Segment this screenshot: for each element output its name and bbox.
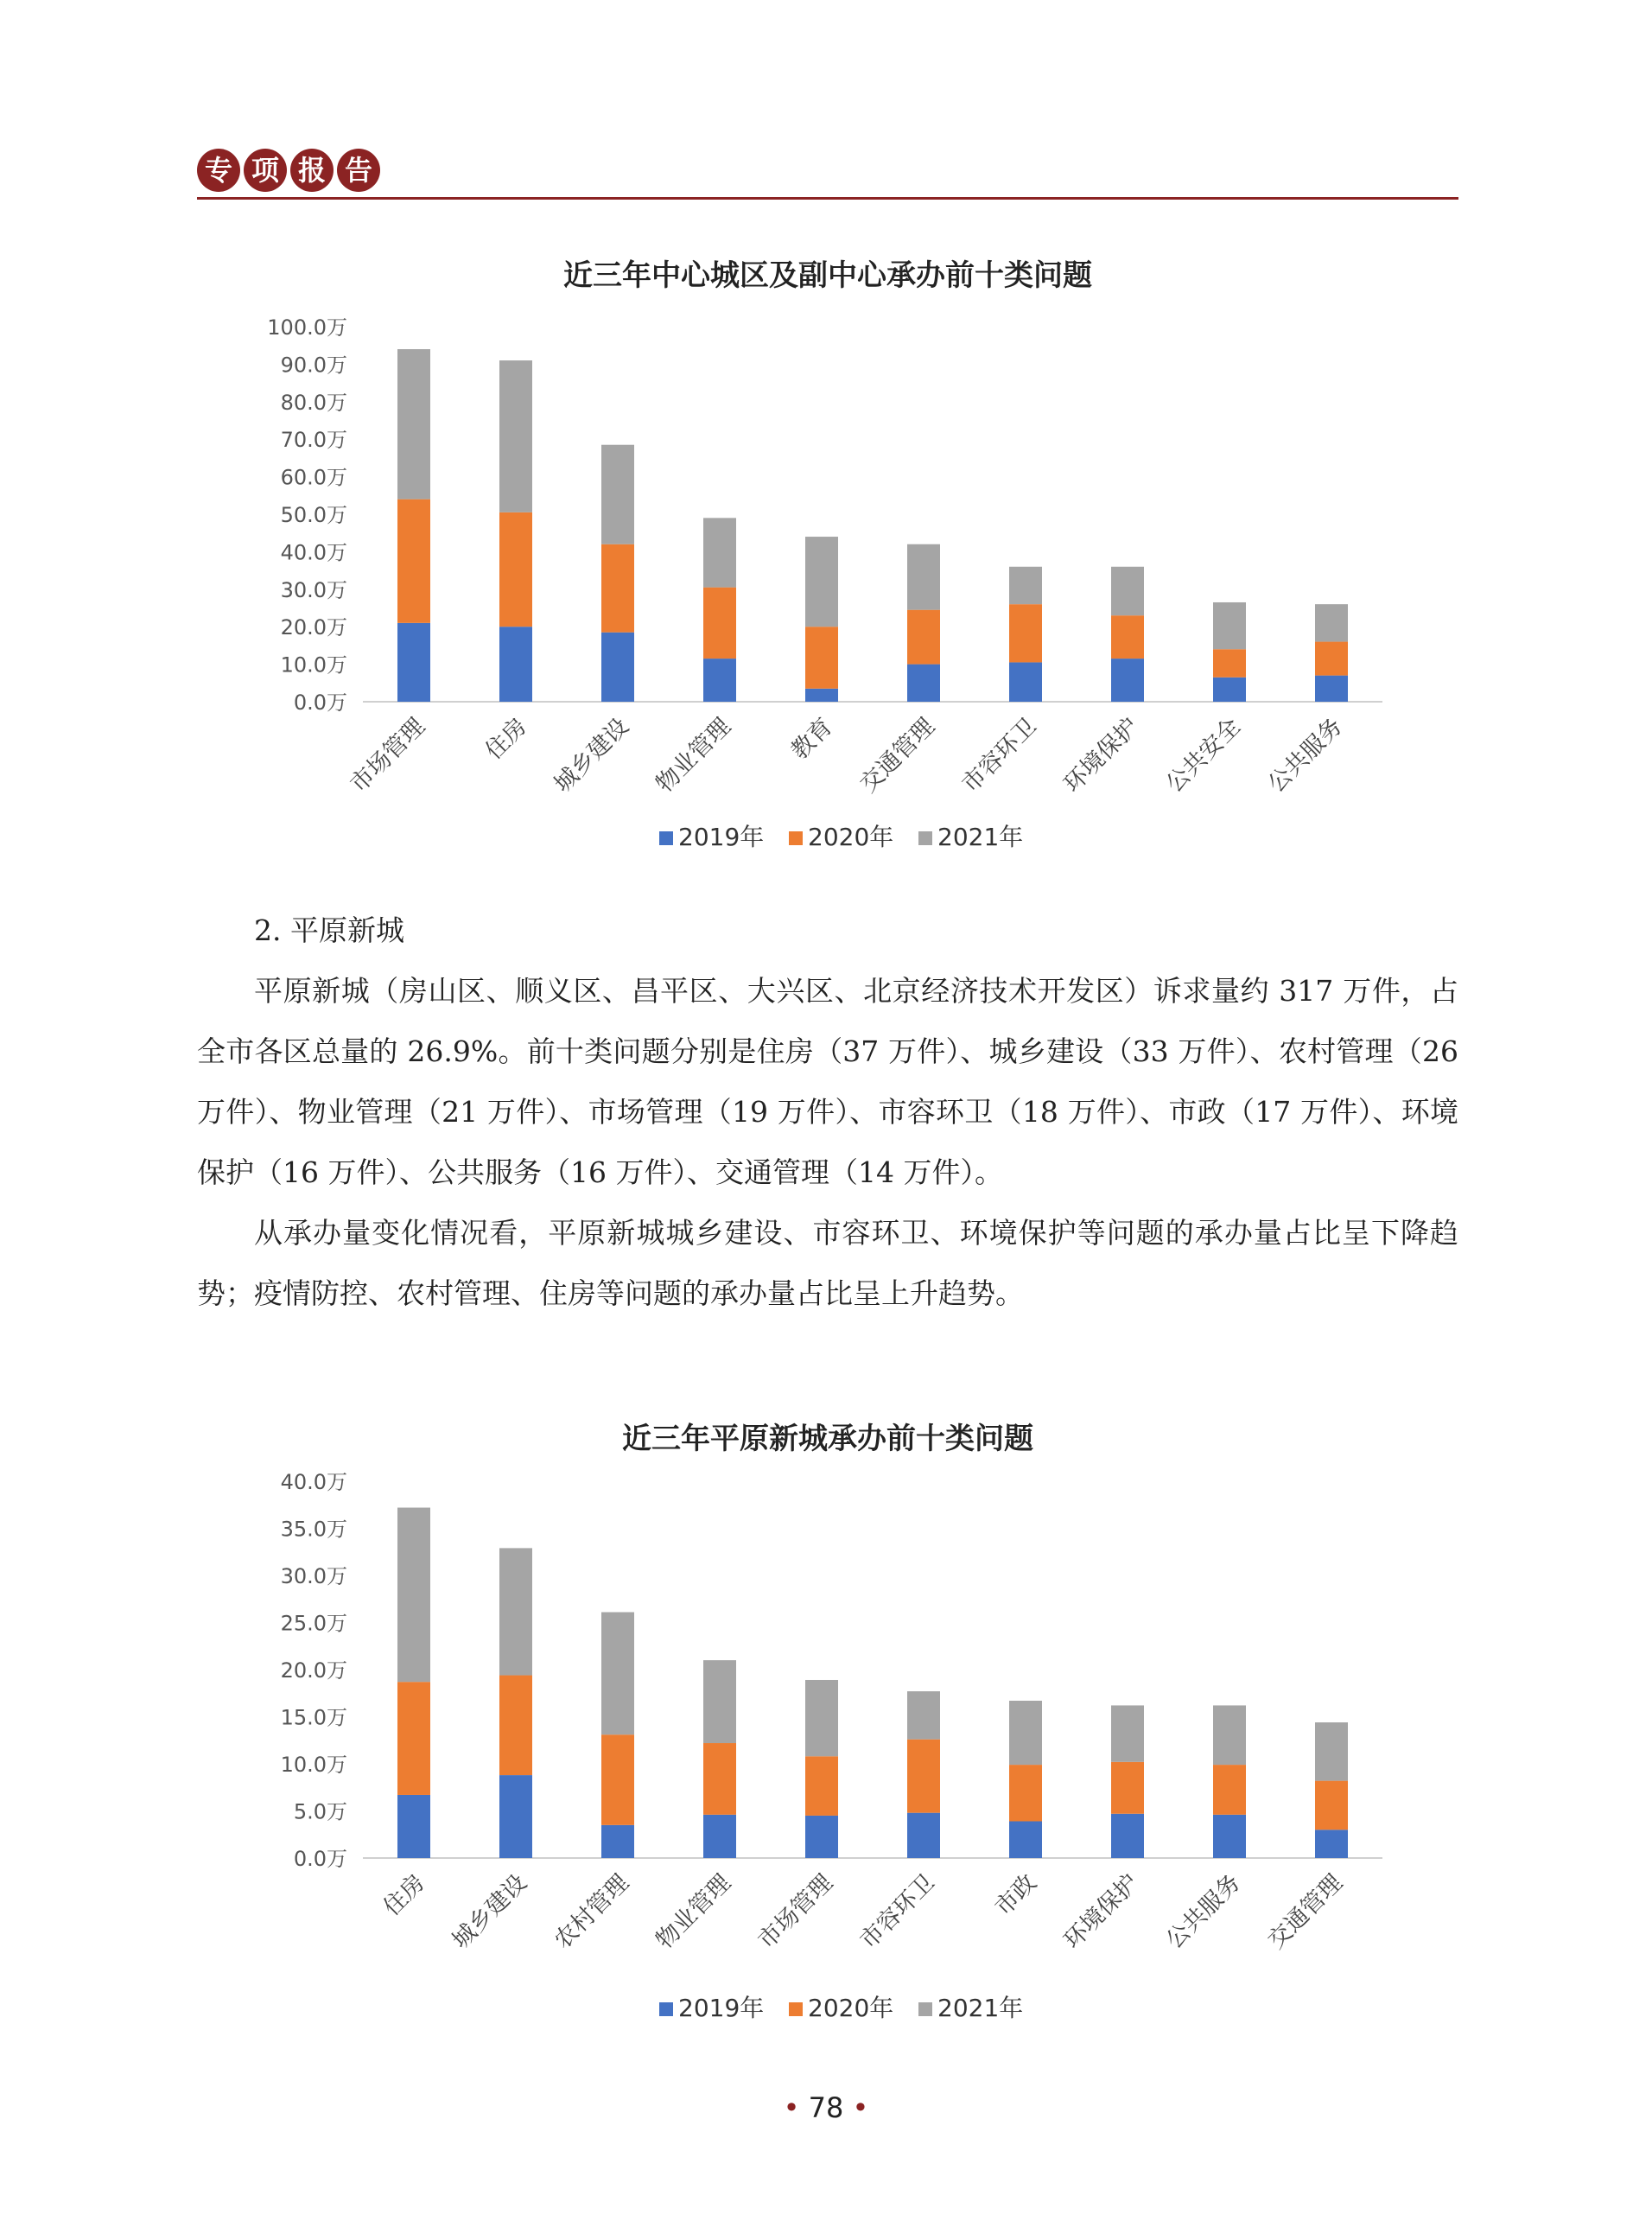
legend-label: 2019年 [678,823,765,851]
y-tick-label: 0.0万 [293,690,347,715]
bar-segment [805,1680,838,1756]
legend-label: 2019年 [678,1994,765,2022]
page-number-value: 78 [808,2091,844,2124]
bar-segment [703,659,736,702]
bar-segment [499,360,532,512]
legend-swatch [918,831,932,845]
y-tick-label: 40.0万 [280,540,347,565]
header-char: 项 [244,149,287,192]
y-tick-label: 20.0万 [280,1658,347,1683]
bar-segment [601,445,634,544]
legend-swatch [659,831,673,845]
bar-segment [1315,604,1348,641]
bar-segment [1111,1705,1144,1761]
subheading-plain-new-city: 2. 平原新城 [254,913,404,947]
x-tick-label: 市容环卫 [855,1869,940,1955]
bar-segment [397,623,430,702]
paragraph-2: 从承办量变化情况看，平原新城城乡建设、市容环卫、环境保护等问题的承办量占比呈下降趋势；疫情防控、农村管理、住房等问题的承办量占比呈上升趋势。 [197,1216,1458,1310]
x-tick-label: 城乡建设 [447,1869,532,1955]
bar-segment [601,1613,634,1735]
bar-segment [1315,676,1348,702]
legend-label: 2021年 [937,823,1024,851]
bar-segment [601,1734,634,1825]
paragraph-1: 平原新城（房山区、顺义区、昌平区、大兴区、北京经济技术开发区）诉求量约 317 万件，占全市各区总量的 26.9%。前十类问题分别是住房（37 万件）、城乡建设（33 万件）、农村管理（26 万件）、物业管理（21 万件）、市场管理（19 万件）、市容环卫（18 万件）、市政（17 万件）、环境保护（16 万件）、公共服务（16 万件）、交通管理（14 万件）。 [197,974,1458,1189]
bar-segment [601,633,634,702]
header-char: 报 [290,149,334,192]
y-tick-label: 30.0万 [280,577,347,602]
bar-segment [805,689,838,702]
legend-swatch [789,831,803,845]
x-tick-label: 市场管理 [753,1869,838,1955]
bar-segment [1009,1765,1042,1821]
y-tick-label: 15.0万 [280,1705,347,1730]
chart-central-districts-svg [197,251,1458,873]
bar-segment [907,1813,940,1858]
bar-segment [1315,1781,1348,1830]
bar-segment [1111,615,1144,659]
bar-segment [397,349,430,500]
y-tick-label: 10.0万 [280,1753,347,1777]
bar-segment [1111,1814,1144,1858]
chart-central-districts [197,251,1458,873]
x-tick-label: 公共安全 [1160,713,1246,799]
legend-swatch [659,2002,673,2016]
y-tick-label: 40.0万 [280,1470,347,1494]
y-tick-label: 10.0万 [280,652,347,678]
header-char: 告 [337,149,380,192]
bar-segment [907,610,940,665]
bar-segment [907,665,940,702]
bar-segment [1111,659,1144,702]
bar-segment [703,1743,736,1815]
x-tick-label: 环境保护 [1058,1869,1144,1955]
page-dot-right: • [852,2091,869,2124]
x-tick-label: 住房 [480,713,532,766]
bar-segment [1213,649,1246,678]
bar-segment [1213,678,1246,702]
y-tick-label: 60.0万 [280,465,347,490]
bar-segment [499,1775,532,1858]
bar-segment [1009,604,1042,662]
x-tick-label: 教育 [785,713,838,766]
bar-segment [1315,1830,1348,1858]
legend-label: 2020年 [808,823,894,851]
bar-segment [397,500,430,623]
bar-segment [805,1756,838,1816]
y-tick-label: 100.0万 [267,315,347,340]
y-tick-label: 0.0万 [293,1847,347,1871]
header-rule [197,197,1458,200]
legend-swatch [789,2002,803,2016]
legend-label: 2021年 [937,1994,1024,2022]
bar-segment [601,1825,634,1858]
bar-segment [499,512,532,627]
bar-segment [907,1691,940,1740]
chart-plain-new-city-svg [197,1400,1458,2040]
x-tick-label: 住房 [378,1869,430,1922]
bar-segment [499,1676,532,1776]
bar-segment [1111,567,1144,615]
x-tick-label: 市政 [989,1869,1042,1922]
bar-segment [1213,1705,1246,1765]
y-tick-label: 50.0万 [280,503,347,527]
bar-segment [805,537,838,627]
chart-plain-new-city [197,1400,1458,2040]
chart-title: 近三年中心城区及副中心承办前十类问题 [563,258,1092,293]
y-tick-label: 30.0万 [280,1564,347,1588]
bar-segment [1009,662,1042,702]
bar-segment [805,1816,838,1858]
x-tick-label: 物业管理 [651,1869,736,1955]
y-tick-label: 90.0万 [280,353,347,378]
y-tick-label: 35.0万 [280,1517,347,1542]
bar-segment [1213,1765,1246,1815]
bar-segment [601,544,634,633]
bar-segment [499,627,532,702]
x-tick-label: 农村管理 [549,1869,634,1955]
bar-segment [703,1660,736,1743]
page-number [0,2091,1652,2124]
bar-segment [499,1548,532,1675]
bar-segment [907,544,940,610]
bar-segment [397,1795,430,1858]
bar-segment [1213,1815,1246,1858]
x-tick-label: 交通管理 [1262,1869,1348,1955]
bar-segment [1315,642,1348,676]
bar-segment [907,1740,940,1813]
bar-segment [1009,1701,1042,1765]
bar-segment [805,627,838,689]
y-tick-label: 5.0万 [293,1799,347,1824]
bar-segment [703,518,736,587]
y-tick-label: 25.0万 [280,1611,347,1636]
bar-segment [703,1815,736,1858]
x-tick-label: 公共服务 [1262,713,1348,799]
bar-segment [1315,1722,1348,1781]
y-tick-label: 80.0万 [280,390,347,415]
x-tick-label: 公共服务 [1160,1869,1246,1955]
legend-label: 2020年 [808,1994,894,2022]
bar-segment [1111,1762,1144,1814]
x-tick-label: 市场管理 [345,713,430,799]
bar-segment [397,1682,430,1795]
bar-segment [1009,567,1042,604]
bar-segment [1009,1821,1042,1858]
page-dot-left: • [783,2091,800,2124]
chart-title: 近三年平原新城承办前十类问题 [622,1422,1033,1456]
x-tick-label: 环境保护 [1058,713,1144,799]
x-tick-label: 交通管理 [855,713,940,799]
y-tick-label: 20.0万 [280,615,347,640]
header-char: 专 [197,149,240,192]
section-body [197,900,1458,1324]
bar-segment [397,1508,430,1683]
y-tick-label: 70.0万 [280,428,347,453]
x-tick-label: 物业管理 [651,713,736,799]
bar-segment [703,588,736,659]
x-tick-label: 城乡建设 [549,713,634,799]
x-tick-label: 市容环卫 [956,713,1042,799]
report-header-badge [197,149,380,192]
bar-segment [1213,602,1246,649]
legend-swatch [918,2002,932,2016]
